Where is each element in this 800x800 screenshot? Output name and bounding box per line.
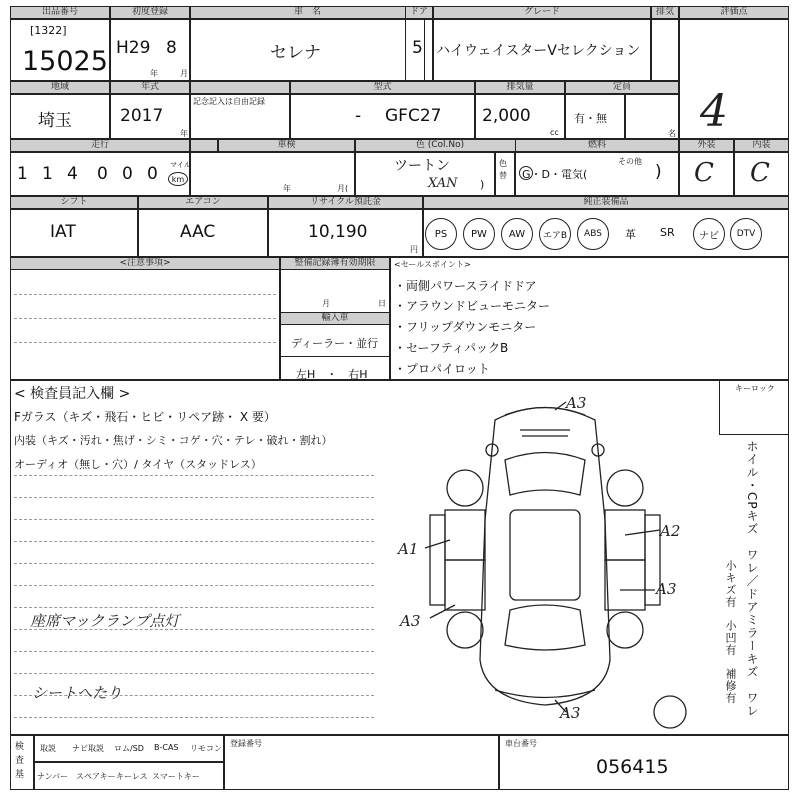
fuel-options: G・D・電気( xyxy=(522,168,588,181)
reg-no-cell xyxy=(224,735,499,790)
fuel-other: その他 xyxy=(618,157,642,166)
grade-value: ハイウェイスターVセレクション xyxy=(436,43,641,59)
inspector-header: < 検査員記入欄 > xyxy=(14,386,131,402)
bottom-left-label: 検査基 xyxy=(15,742,25,780)
capacity-value: 有・無 xyxy=(574,112,607,125)
mileage-unit-top: マイル xyxy=(170,161,191,169)
color-bracket: ) xyxy=(480,178,485,191)
recycle-header: リサイクル預託金 xyxy=(268,196,423,209)
model-dash: - xyxy=(355,106,362,126)
year-header: 年式 xyxy=(110,81,190,94)
equip-abs: ABS xyxy=(577,218,609,250)
cc-header: 排気量 xyxy=(475,81,565,94)
equip-pw: PW xyxy=(463,218,495,250)
keylock-header: キーロック xyxy=(735,384,775,393)
handwritten-note-1: 座席マックランプ点灯 xyxy=(30,612,180,630)
color-code: XAN xyxy=(428,176,458,191)
damage-mark-left-rear: A3 xyxy=(400,612,421,630)
first-reg-year-label: 年 xyxy=(150,69,158,78)
lot-sub: [1322] xyxy=(30,24,67,37)
capacity-unit: 名 xyxy=(668,129,676,138)
recycle-unit: 円 xyxy=(410,245,418,254)
bottom-r2-4: スマートキー xyxy=(152,772,200,781)
equip-sr: SR xyxy=(660,226,675,239)
color-value: ツートン xyxy=(394,158,450,174)
displace-header: 排気 xyxy=(651,6,679,19)
shift-header: シフト xyxy=(10,196,138,209)
aircon-header: エアコン xyxy=(138,196,268,209)
interior-grade: C xyxy=(750,158,770,188)
mileage-digit-6: 0 xyxy=(147,164,158,184)
bottom-r1-1: 取説 xyxy=(40,744,56,753)
mileage-digit-4: 0 xyxy=(97,164,108,184)
first-reg-header: 初度登録 xyxy=(110,6,190,19)
warranty-day: 日 xyxy=(378,299,386,308)
region-value: 埼玉 xyxy=(38,111,72,131)
mileage-header: 走行 xyxy=(10,139,190,152)
cc-unit: cc xyxy=(550,128,559,137)
model-year-suffix: 年 xyxy=(180,129,188,138)
vertical-legend: ホイル・CPキズ ワレ／ドアミラーキズ ワレ xyxy=(745,440,759,718)
exterior-header: 外装 xyxy=(679,139,734,152)
score-header: 評価点 xyxy=(679,6,789,19)
shift-value: IAT xyxy=(50,222,76,242)
import-dealer: ディーラー・並行 xyxy=(291,337,379,350)
fuel-close: ) xyxy=(655,162,662,182)
damage-mark-left: A1 xyxy=(398,540,419,558)
mileage-digit-1: 1 xyxy=(17,164,28,184)
damage-mark-front: A3 xyxy=(566,394,587,412)
shaken-header: 車検 xyxy=(218,139,355,152)
shaken-month: 月( xyxy=(337,184,349,193)
region-note: 記念記入は自由記録 xyxy=(193,97,265,106)
aircon-value: AAC xyxy=(180,222,216,242)
fuel-header: 燃料 xyxy=(515,139,679,152)
cautions-header: <注意事項> xyxy=(10,257,280,270)
inspector-line-1: Fガラス（キズ・飛石・ヒビ・リペア跡・ X 要） xyxy=(14,410,276,424)
damage-mark-rear: A3 xyxy=(560,704,581,722)
sales-point-2: ・アラウンドビューモニター xyxy=(394,299,551,313)
lot-number: 15025 xyxy=(22,46,108,77)
equip-airbag: エアB xyxy=(539,218,571,250)
color-header: 色 (Col.No) xyxy=(355,139,525,152)
equip-aw: AW xyxy=(501,218,533,250)
mileage-unit: km xyxy=(168,172,188,186)
equip-ps: PS xyxy=(425,218,457,250)
damage-mark-right: A2 xyxy=(660,522,681,540)
damage-mark-right-rear: A3 xyxy=(656,580,677,598)
inspector-line-3: オーディオ（無し・穴）/ タイヤ（スタッドレス） xyxy=(14,458,262,471)
car-name-header: 車 名 xyxy=(190,6,425,19)
bottom-r1-4: B-CAS xyxy=(154,743,179,752)
first-reg-month-label: 月 xyxy=(180,69,188,78)
inspector-line-2: 内装（キズ・汚れ・焦げ・シミ・コゲ・穴・テレ・破れ・割れ） xyxy=(14,434,333,447)
sales-point-1: ・両側パワースライドドア xyxy=(394,279,537,293)
capacity-header: 定員 xyxy=(565,81,679,94)
bottom-r1-3: ロム/SD xyxy=(114,744,144,753)
shaken-year: 年 xyxy=(283,184,291,193)
handwritten-note-2: シートへたり xyxy=(32,684,123,702)
model-code: GFC27 xyxy=(385,106,442,126)
interior-header: 内装 xyxy=(734,139,789,152)
bottom-r2-1: ナンバー xyxy=(37,772,69,781)
chassis-number: 056415 xyxy=(596,756,669,778)
score-value: 4 xyxy=(700,86,728,137)
doors-header: ドア xyxy=(405,6,433,19)
bottom-r1-2: ナビ取説 xyxy=(72,744,104,753)
sales-point-4: ・セーフティパックB xyxy=(394,341,509,355)
lot-header: 出品番号 xyxy=(10,6,110,19)
car-name: セレナ xyxy=(270,43,321,63)
vertical-legend-2: 小キズ有 小凹有 補修有 xyxy=(724,560,737,704)
sales-point-3: ・フリップダウンモニター xyxy=(394,320,537,334)
exterior-grade: C xyxy=(694,158,714,188)
equip-navi: ナビ xyxy=(693,218,725,250)
sales-header: <セールスポイント> xyxy=(394,260,471,269)
displacement-value: 2,000 xyxy=(482,106,531,126)
warranty-header: 整備記録簿有効期限 xyxy=(280,257,390,270)
bottom-r2-2: スペアキー xyxy=(76,772,116,781)
import-header: 輸入車 xyxy=(280,312,390,325)
mileage-digit-2: 1 xyxy=(42,164,53,184)
model-year: 2017 xyxy=(120,106,164,126)
handle-value: 左H ・ 右H xyxy=(296,368,368,381)
first-reg-month: 8 xyxy=(166,38,177,58)
region-header: 地域 xyxy=(10,81,110,94)
grade-header: グレード xyxy=(433,6,651,19)
equip-leather: 革 xyxy=(625,228,636,241)
first-reg-era: H29 xyxy=(116,38,151,58)
mileage-digit-5: 0 xyxy=(122,164,133,184)
equip-dtv: DTV xyxy=(730,218,762,250)
warranty-month: 月 xyxy=(322,299,330,308)
color-change-label: 色替 xyxy=(499,159,507,180)
bottom-r2-3: キーレス xyxy=(116,772,148,781)
chassis-header: 車台番号 xyxy=(505,739,537,748)
sales-point-5: ・プロパイロット xyxy=(394,362,490,376)
bottom-r1-5: リモコン xyxy=(190,744,222,753)
recycle-value: 10,190 xyxy=(308,222,368,242)
model-header: 型式 xyxy=(290,81,475,94)
doors-value: 5 xyxy=(412,38,423,58)
equipment-header: 純正装備品 xyxy=(423,196,789,209)
reg-no-header: 登録番号 xyxy=(230,739,262,748)
mileage-digit-3: 4 xyxy=(67,164,78,184)
